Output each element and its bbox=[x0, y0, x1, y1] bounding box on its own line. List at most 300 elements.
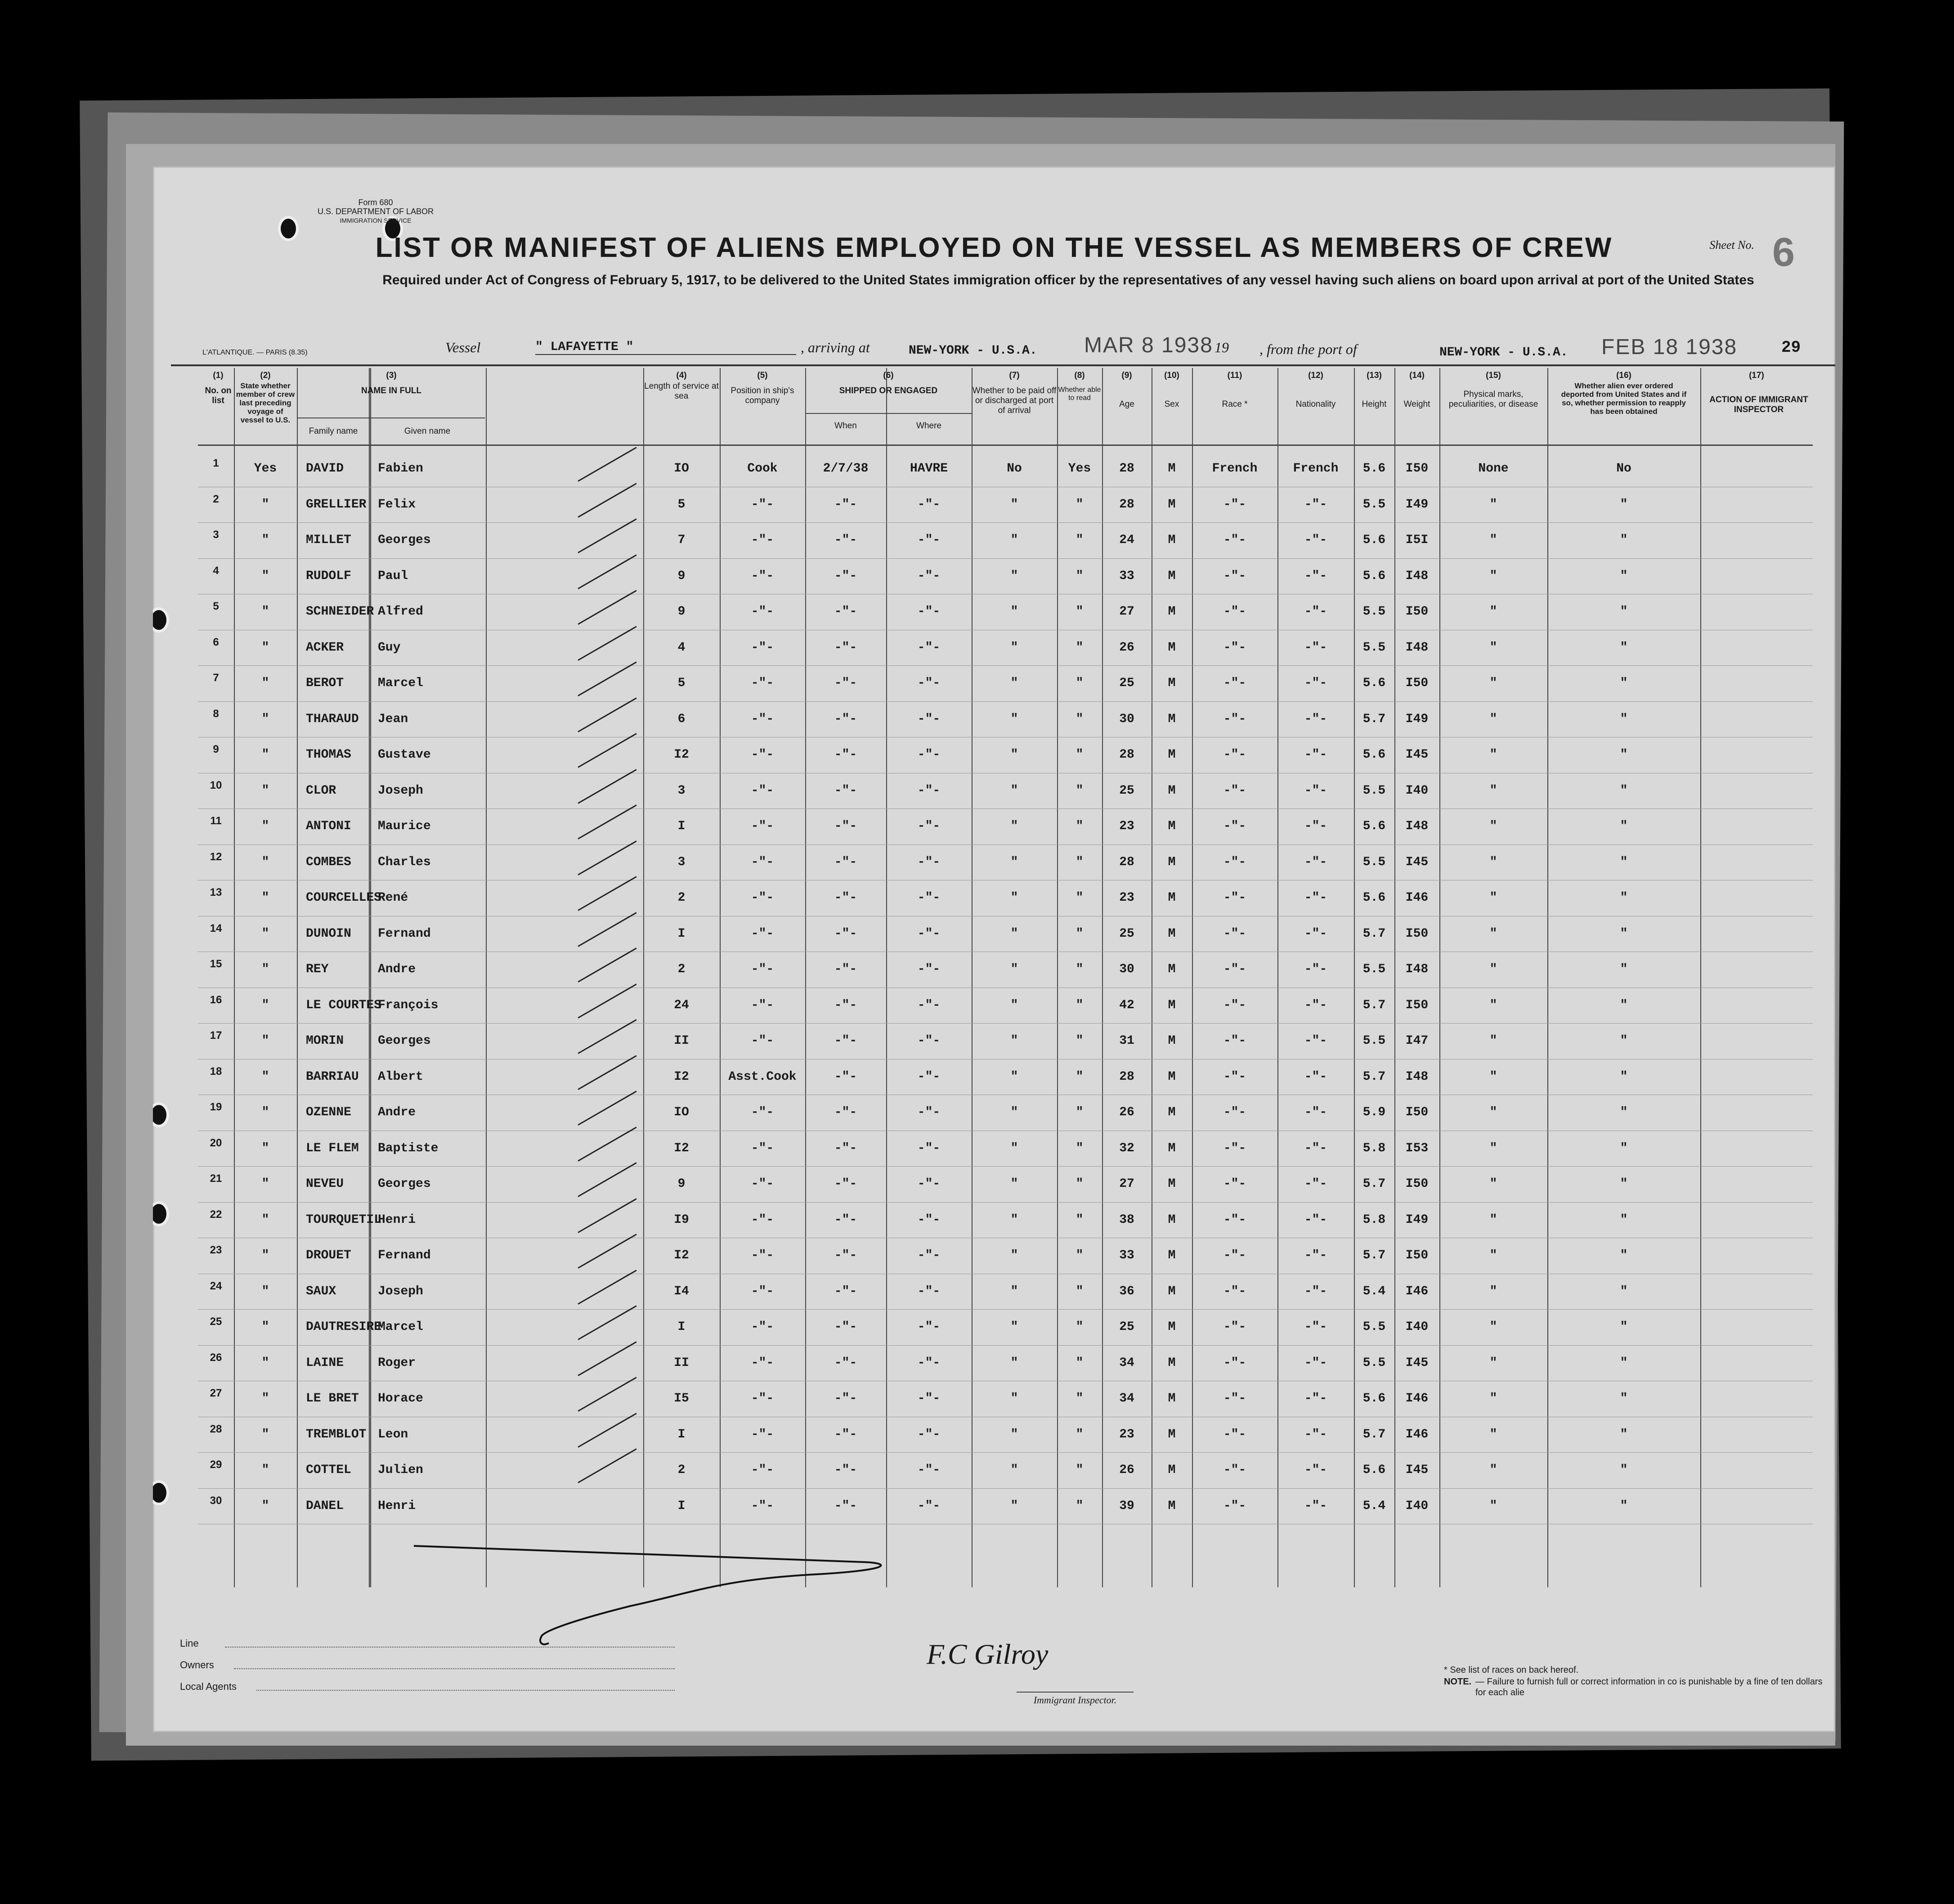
height-cell: 5.7 bbox=[1362, 712, 1386, 726]
given-name-cell: Paul bbox=[378, 569, 408, 583]
position-cell: -"- bbox=[751, 1427, 774, 1441]
race-cell: -"- bbox=[1223, 1069, 1246, 1084]
col14-label: Weight bbox=[1403, 400, 1430, 409]
nationality-cell: -"- bbox=[1304, 1392, 1327, 1406]
weight-cell: I50 bbox=[1405, 926, 1429, 941]
family-name-cell: COTTEL bbox=[306, 1463, 351, 1477]
weight-cell: I50 bbox=[1405, 998, 1429, 1012]
physical-marks-cell: " bbox=[1489, 1177, 1497, 1191]
service-length-cell: 3 bbox=[677, 855, 686, 869]
check-mark bbox=[578, 554, 636, 589]
owners-label: Owners bbox=[180, 1659, 214, 1670]
height-cell: 5.5 bbox=[1362, 1320, 1386, 1334]
punch-hole bbox=[153, 1102, 169, 1127]
service-length-cell: 5 bbox=[677, 676, 686, 690]
nationality-cell: -"- bbox=[1304, 998, 1327, 1012]
able-to-read-cell: " bbox=[1076, 1212, 1084, 1227]
shipped-when-cell: -"- bbox=[834, 1034, 857, 1048]
nationality-cell: -"- bbox=[1304, 855, 1327, 869]
given-name-cell: Julien bbox=[378, 1463, 423, 1477]
sex-cell: M bbox=[1168, 748, 1176, 762]
shipped-when-cell: -"- bbox=[834, 1177, 857, 1191]
given-name-cell: Joseph bbox=[378, 783, 423, 798]
height-cell: 5.6 bbox=[1362, 891, 1386, 905]
shipped-where-cell: -"- bbox=[917, 712, 941, 726]
nationality-cell: -"- bbox=[1304, 676, 1327, 690]
punch-hole bbox=[153, 1201, 169, 1226]
race-cell: -"- bbox=[1223, 640, 1246, 655]
prev-voyage-cell: " bbox=[261, 962, 269, 976]
height-cell: 5.6 bbox=[1362, 533, 1386, 547]
position-cell: -"- bbox=[751, 569, 774, 583]
paid-off-cell: " bbox=[1010, 998, 1018, 1012]
nationality-cell: -"- bbox=[1304, 1284, 1327, 1298]
row-number: 27 bbox=[210, 1387, 222, 1399]
deported-cell: " bbox=[1620, 1284, 1628, 1298]
able-to-read-cell: " bbox=[1076, 962, 1084, 976]
position-cell: -"- bbox=[751, 819, 774, 833]
shipped-when-cell: -"- bbox=[834, 533, 857, 547]
race-cell: -"- bbox=[1223, 748, 1246, 762]
sex-cell: M bbox=[1168, 712, 1176, 726]
prev-voyage-cell: " bbox=[261, 748, 269, 762]
weight-cell: I50 bbox=[1405, 1248, 1429, 1262]
family-name-cell: MILLET bbox=[306, 533, 351, 547]
col16-number: (16) bbox=[1616, 371, 1631, 380]
deported-cell: " bbox=[1620, 1034, 1628, 1048]
given-name-cell: Albert bbox=[378, 1069, 423, 1084]
paid-off-cell: " bbox=[1010, 605, 1018, 619]
race-cell: -"- bbox=[1223, 1248, 1246, 1262]
prev-voyage-cell: " bbox=[261, 1069, 269, 1084]
age-cell: 25 bbox=[1119, 676, 1134, 690]
prev-voyage-cell: " bbox=[261, 1499, 269, 1513]
shipped-where-cell: -"- bbox=[917, 1463, 941, 1477]
department-name: U.S. DEPARTMENT OF LABOR bbox=[317, 207, 434, 216]
row-number: 6 bbox=[213, 636, 219, 648]
shipped-when-cell: -"- bbox=[834, 1248, 857, 1262]
given-name-cell: Fabien bbox=[378, 462, 423, 476]
service-length-cell: 2 bbox=[677, 1463, 686, 1477]
row-rule bbox=[198, 665, 1813, 666]
shipped-where-cell: -"- bbox=[917, 1320, 941, 1334]
shipped-where-cell: -"- bbox=[917, 1284, 941, 1298]
given-name-cell: Gustave bbox=[378, 748, 431, 762]
weight-cell: I46 bbox=[1405, 1392, 1429, 1406]
shipped-when-cell: -"- bbox=[834, 676, 857, 690]
check-mark bbox=[578, 1162, 636, 1197]
physical-marks-cell: " bbox=[1489, 1105, 1497, 1119]
col12-label: Nationality bbox=[1295, 400, 1336, 409]
deported-cell: " bbox=[1620, 1248, 1628, 1262]
race-cell: -"- bbox=[1223, 712, 1246, 726]
nationality-cell: -"- bbox=[1304, 891, 1327, 905]
col17-number: (17) bbox=[1749, 371, 1764, 380]
paid-off-cell: " bbox=[1010, 1320, 1018, 1334]
race-cell: -"- bbox=[1223, 1356, 1246, 1370]
position-cell: -"- bbox=[751, 926, 774, 941]
weight-cell: I40 bbox=[1405, 1320, 1429, 1334]
family-name-cell: LE BRET bbox=[306, 1392, 359, 1406]
sex-cell: M bbox=[1168, 1034, 1176, 1048]
nationality-cell: -"- bbox=[1304, 1427, 1327, 1441]
row-number: 13 bbox=[210, 886, 222, 898]
shipped-when-cell: -"- bbox=[834, 1212, 857, 1227]
race-cell: -"- bbox=[1223, 1177, 1246, 1191]
row-number: 14 bbox=[210, 922, 222, 934]
paid-off-cell: " bbox=[1010, 783, 1018, 798]
sex-cell: M bbox=[1168, 1177, 1176, 1191]
weight-cell: I45 bbox=[1405, 748, 1429, 762]
check-mark bbox=[578, 518, 636, 553]
shipped-when-cell: -"- bbox=[834, 605, 857, 619]
shipped-when-cell: -"- bbox=[834, 1284, 857, 1298]
weight-cell: I50 bbox=[1405, 605, 1429, 619]
service-length-cell: 9 bbox=[677, 605, 686, 619]
age-cell: 28 bbox=[1119, 497, 1134, 512]
age-cell: 30 bbox=[1119, 962, 1134, 976]
sex-cell: M bbox=[1168, 891, 1176, 905]
paid-off-cell: " bbox=[1010, 1463, 1018, 1477]
sex-cell: M bbox=[1168, 462, 1176, 476]
able-to-read-cell: " bbox=[1076, 1499, 1084, 1513]
race-cell: -"- bbox=[1223, 962, 1246, 976]
position-cell: -"- bbox=[751, 1499, 774, 1513]
given-name-cell: Marcel bbox=[378, 1320, 423, 1334]
row-number: 25 bbox=[210, 1316, 222, 1328]
row-rule bbox=[198, 844, 1813, 845]
age-cell: 23 bbox=[1119, 819, 1134, 833]
shipped-where-cell: -"- bbox=[917, 569, 941, 583]
height-cell: 5.7 bbox=[1362, 1427, 1386, 1441]
check-mark bbox=[578, 733, 636, 768]
paid-off-cell: " bbox=[1010, 569, 1018, 583]
physical-marks-cell: " bbox=[1489, 569, 1497, 583]
nationality-cell: -"- bbox=[1304, 1034, 1327, 1048]
physical-marks-cell: " bbox=[1489, 891, 1497, 905]
position-cell: -"- bbox=[751, 712, 774, 726]
col15-number: (15) bbox=[1486, 371, 1501, 380]
height-cell: 5.7 bbox=[1362, 1177, 1386, 1191]
height-cell: 5.7 bbox=[1362, 998, 1386, 1012]
able-to-read-cell: " bbox=[1076, 1356, 1084, 1370]
weight-cell: I49 bbox=[1405, 712, 1429, 726]
service-length-cell: I bbox=[677, 1427, 686, 1441]
shipped-where-cell: -"- bbox=[917, 1105, 941, 1119]
age-cell: 28 bbox=[1119, 748, 1134, 762]
row-rule bbox=[198, 701, 1813, 702]
family-name-cell: DAVID bbox=[306, 462, 344, 476]
check-mark bbox=[578, 1019, 636, 1054]
sex-cell: M bbox=[1168, 1212, 1176, 1227]
race-cell: -"- bbox=[1223, 1284, 1246, 1298]
shipped-where-cell: -"- bbox=[917, 533, 941, 547]
punch-hole bbox=[153, 1480, 169, 1505]
family-name-cell: MORIN bbox=[306, 1034, 344, 1048]
able-to-read-cell: " bbox=[1076, 1427, 1084, 1441]
prev-voyage-cell: " bbox=[261, 926, 269, 941]
weight-cell: I48 bbox=[1405, 640, 1429, 655]
races-note: * See list of races on back hereof. bbox=[1444, 1665, 1579, 1675]
deported-cell: " bbox=[1620, 1069, 1628, 1084]
able-to-read-cell: " bbox=[1076, 1392, 1084, 1406]
check-mark bbox=[578, 912, 636, 947]
physical-marks-cell: " bbox=[1489, 748, 1497, 762]
shipped-subheader-rule bbox=[805, 413, 972, 414]
prev-voyage-cell: " bbox=[261, 676, 269, 690]
paid-off-cell: " bbox=[1010, 1284, 1018, 1298]
paid-off-cell: " bbox=[1010, 1427, 1018, 1441]
service-length-cell: I5 bbox=[674, 1392, 689, 1406]
given-name-cell: Roger bbox=[378, 1356, 416, 1370]
service-length-cell: I2 bbox=[674, 748, 689, 762]
family-name-cell: DROUET bbox=[306, 1248, 351, 1262]
physical-marks-cell: " bbox=[1489, 1392, 1497, 1406]
weight-cell: I50 bbox=[1405, 1105, 1429, 1119]
arriving-port: NEW-YORK - U.S.A. bbox=[909, 344, 1037, 358]
row-rule bbox=[198, 1023, 1813, 1024]
shipped-where-cell: -"- bbox=[917, 926, 941, 941]
where-header: Where bbox=[916, 421, 941, 431]
header-bottom-rule bbox=[198, 445, 1813, 446]
nationality-cell: -"- bbox=[1304, 1141, 1327, 1155]
family-name-cell: BEROT bbox=[306, 676, 344, 690]
given-name-cell: Fernand bbox=[378, 1248, 431, 1262]
row-number: 5 bbox=[213, 600, 219, 612]
service-length-cell: 2 bbox=[677, 891, 686, 905]
deported-cell: " bbox=[1620, 748, 1628, 762]
family-name-cell: COURCELLES bbox=[306, 891, 382, 905]
inspector-label: Immigrant Inspector. bbox=[1017, 1692, 1134, 1706]
race-cell: -"- bbox=[1223, 1392, 1246, 1406]
check-mark bbox=[578, 626, 636, 661]
deported-cell: No bbox=[1616, 462, 1631, 476]
document-subtitle: Required under Act of Congress of February 5, 1917, to be delivered to the United States immigration officer by the representatives of any vessel having such aliens on board upon arrival at port of the United States bbox=[382, 273, 1754, 287]
weight-cell: I45 bbox=[1405, 1463, 1429, 1477]
sex-cell: M bbox=[1168, 1356, 1176, 1370]
position-cell: -"- bbox=[751, 962, 774, 976]
weight-cell: I5I bbox=[1405, 533, 1429, 547]
service-length-cell: I9 bbox=[674, 1212, 689, 1227]
age-cell: 27 bbox=[1119, 1177, 1134, 1191]
family-name-cell: SAUX bbox=[306, 1284, 336, 1298]
row-number: 8 bbox=[213, 707, 219, 720]
shipped-when-cell: -"- bbox=[834, 962, 857, 976]
prev-voyage-cell: " bbox=[261, 1105, 269, 1119]
race-cell: -"- bbox=[1223, 819, 1246, 833]
paid-off-cell: " bbox=[1010, 1141, 1018, 1155]
check-mark bbox=[578, 1448, 636, 1483]
col2-number: (2) bbox=[260, 371, 271, 380]
check-mark bbox=[578, 1413, 636, 1448]
col1-number: (1) bbox=[213, 371, 224, 380]
height-cell: 5.6 bbox=[1362, 676, 1386, 690]
nationality-cell: -"- bbox=[1304, 533, 1327, 547]
row-rule bbox=[198, 1059, 1813, 1060]
given-name-header: Given name bbox=[404, 427, 451, 436]
race-cell: -"- bbox=[1223, 1463, 1246, 1477]
deported-cell: " bbox=[1620, 1463, 1628, 1477]
weight-cell: I46 bbox=[1405, 891, 1429, 905]
able-to-read-cell: " bbox=[1076, 497, 1084, 512]
able-to-read-cell: " bbox=[1076, 1034, 1084, 1048]
row-rule bbox=[198, 1488, 1813, 1489]
physical-marks-cell: " bbox=[1489, 998, 1497, 1012]
col14-number: (14) bbox=[1409, 371, 1425, 380]
row-number: 3 bbox=[213, 529, 219, 541]
paid-off-cell: " bbox=[1010, 748, 1018, 762]
able-to-read-cell: " bbox=[1076, 998, 1084, 1012]
race-cell: -"- bbox=[1223, 533, 1246, 547]
height-cell: 5.8 bbox=[1362, 1141, 1386, 1155]
physical-marks-cell: " bbox=[1489, 1463, 1497, 1477]
given-name-cell: Henri bbox=[378, 1499, 416, 1513]
col6-number: (6) bbox=[883, 371, 894, 380]
physical-marks-cell: " bbox=[1489, 1034, 1497, 1048]
family-name-header: Family name bbox=[309, 427, 358, 436]
sex-cell: M bbox=[1168, 533, 1176, 547]
shipped-where-cell: -"- bbox=[917, 605, 941, 619]
physical-marks-cell: " bbox=[1489, 1141, 1497, 1155]
age-cell: 25 bbox=[1119, 926, 1134, 941]
shipped-when-cell: -"- bbox=[834, 1392, 857, 1406]
prev-voyage-cell: " bbox=[261, 1212, 269, 1227]
check-mark bbox=[578, 840, 636, 876]
sex-cell: M bbox=[1168, 783, 1176, 798]
paid-off-cell: " bbox=[1010, 497, 1018, 512]
family-name-cell: DAUTRESIRE bbox=[306, 1320, 382, 1334]
owners-field bbox=[234, 1668, 675, 1669]
service-length-cell: I bbox=[677, 1320, 686, 1334]
service-length-cell: 4 bbox=[677, 640, 686, 655]
prev-voyage-cell: " bbox=[261, 569, 269, 583]
col5-number: (5) bbox=[757, 371, 768, 380]
height-cell: 5.7 bbox=[1362, 926, 1386, 941]
physical-marks-cell: " bbox=[1489, 1356, 1497, 1370]
service-length-cell: IO bbox=[674, 462, 689, 476]
shipped-when-cell: -"- bbox=[834, 783, 857, 798]
row-number: 15 bbox=[210, 958, 222, 970]
family-name-cell: GRELLIER bbox=[306, 497, 367, 512]
crew-manifest-table bbox=[198, 368, 1813, 1587]
height-cell: 5.5 bbox=[1362, 605, 1386, 619]
service-length-cell: I2 bbox=[674, 1069, 689, 1084]
deported-cell: " bbox=[1620, 891, 1628, 905]
deported-cell: " bbox=[1620, 1177, 1628, 1191]
prev-voyage-cell: " bbox=[261, 1463, 269, 1477]
family-name-cell: TREMBLOT bbox=[306, 1427, 367, 1441]
race-cell: -"- bbox=[1223, 1105, 1246, 1119]
sex-cell: M bbox=[1168, 1141, 1176, 1155]
paid-off-cell: " bbox=[1010, 533, 1018, 547]
from-port: NEW-YORK - U.S.A. bbox=[1439, 346, 1568, 359]
shipped-when-cell: -"- bbox=[834, 891, 857, 905]
note-text: — Failure to furnish full or correct information in co is punishable by a fine of ten dollars for each alie bbox=[1475, 1677, 1823, 1697]
row-rule bbox=[198, 1345, 1813, 1346]
prev-voyage-cell: " bbox=[261, 1427, 269, 1441]
col4-number: (4) bbox=[676, 371, 687, 380]
row-number: 20 bbox=[210, 1136, 222, 1149]
row-number: 4 bbox=[213, 564, 219, 577]
closing-ink-stroke bbox=[405, 1539, 1170, 1656]
col3-label: NAME IN FULL bbox=[361, 386, 422, 395]
race-cell: -"- bbox=[1223, 569, 1246, 583]
col8-label: Whether able to read bbox=[1058, 386, 1101, 402]
manifest-sheet bbox=[153, 166, 1835, 1732]
row-number: 17 bbox=[210, 1029, 222, 1042]
shipped-where-cell: -"- bbox=[917, 962, 941, 976]
row-rule bbox=[198, 522, 1813, 523]
prev-voyage-cell: " bbox=[261, 1034, 269, 1048]
given-name-cell: Henri bbox=[378, 1212, 416, 1227]
row-number: 22 bbox=[210, 1208, 222, 1221]
col6-label: SHIPPED OR ENGAGED bbox=[839, 386, 938, 395]
sex-cell: M bbox=[1168, 640, 1176, 655]
given-name-cell: Andre bbox=[378, 962, 416, 976]
family-name-cell: CLOR bbox=[306, 783, 336, 798]
age-cell: 26 bbox=[1119, 1105, 1134, 1119]
given-name-cell: Fernand bbox=[378, 926, 431, 941]
age-cell: 30 bbox=[1119, 712, 1134, 726]
physical-marks-cell: " bbox=[1489, 1248, 1497, 1262]
deported-cell: " bbox=[1620, 1356, 1628, 1370]
shipped-when-cell: -"- bbox=[834, 712, 857, 726]
sex-cell: M bbox=[1168, 1284, 1176, 1298]
row-rule bbox=[198, 1202, 1813, 1203]
line-label: Line bbox=[180, 1638, 199, 1649]
paid-off-cell: " bbox=[1010, 926, 1018, 941]
shipped-where-cell: -"- bbox=[917, 1499, 941, 1513]
check-mark bbox=[578, 804, 636, 840]
col13-number: (13) bbox=[1367, 371, 1382, 380]
position-cell: -"- bbox=[751, 1284, 774, 1298]
position-cell: -"- bbox=[751, 783, 774, 798]
deported-cell: " bbox=[1620, 1105, 1628, 1119]
able-to-read-cell: " bbox=[1076, 569, 1084, 583]
weight-cell: I48 bbox=[1405, 819, 1429, 833]
sheet-number-label: Sheet No. bbox=[1709, 238, 1754, 251]
given-name-cell: Georges bbox=[378, 1177, 431, 1191]
position-cell: -"- bbox=[751, 1248, 774, 1262]
paid-off-cell: " bbox=[1010, 1499, 1018, 1513]
given-name-cell: Maurice bbox=[378, 819, 431, 833]
row-number: 7 bbox=[213, 672, 219, 684]
race-cell: -"- bbox=[1223, 1212, 1246, 1227]
family-name-cell: BARRIAU bbox=[306, 1069, 359, 1084]
prev-voyage-cell: " bbox=[261, 1141, 269, 1155]
nationality-cell: -"- bbox=[1304, 819, 1327, 833]
deported-cell: " bbox=[1620, 676, 1628, 690]
row-number: 21 bbox=[210, 1172, 222, 1185]
service-length-cell: 5 bbox=[677, 497, 686, 512]
position-cell: -"- bbox=[751, 891, 774, 905]
race-cell: -"- bbox=[1223, 1427, 1246, 1441]
physical-marks-cell: " bbox=[1489, 640, 1497, 655]
paid-off-cell: " bbox=[1010, 640, 1018, 655]
sex-cell: M bbox=[1168, 998, 1176, 1012]
row-rule bbox=[198, 1452, 1813, 1453]
able-to-read-cell: " bbox=[1076, 855, 1084, 869]
age-cell: 34 bbox=[1119, 1356, 1134, 1370]
able-to-read-cell: " bbox=[1076, 1463, 1084, 1477]
row-number: 28 bbox=[210, 1423, 222, 1435]
paid-off-cell: " bbox=[1010, 1069, 1018, 1084]
age-cell: 28 bbox=[1119, 855, 1134, 869]
prev-voyage-cell: " bbox=[261, 819, 269, 833]
sex-cell: M bbox=[1168, 1320, 1176, 1334]
race-cell: -"- bbox=[1223, 855, 1246, 869]
check-mark bbox=[578, 948, 636, 983]
